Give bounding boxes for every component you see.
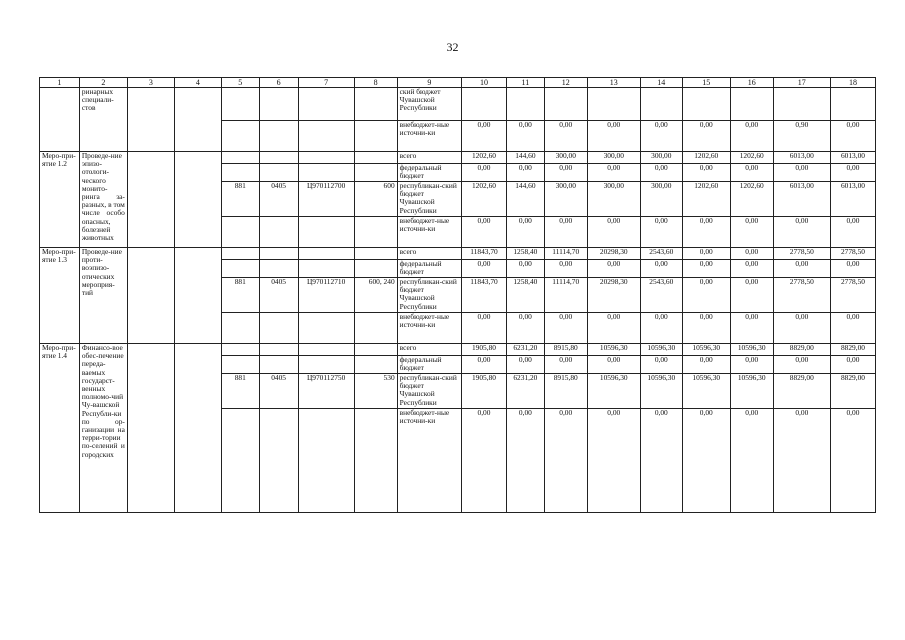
rzpr-cell xyxy=(259,217,298,248)
value-cell: 1258,40 xyxy=(506,248,544,260)
value-cell: 0,00 xyxy=(544,260,587,278)
value-cell: 0,00 xyxy=(506,164,544,182)
value-cell: 0,00 xyxy=(544,409,587,513)
value-cell: 10596,30 xyxy=(587,344,640,356)
funding-source-cell: всего xyxy=(397,248,461,260)
csr-cell xyxy=(298,217,354,248)
column-number: 15 xyxy=(682,78,730,88)
value-cell: 0,00 xyxy=(682,217,730,248)
value-cell: 1202,60 xyxy=(462,152,507,164)
funding-source-cell: внебюджет-ные источни-ки xyxy=(397,121,461,152)
value-cell: 11114,70 xyxy=(544,278,587,313)
column-number: 18 xyxy=(830,78,875,88)
grbs-cell xyxy=(221,248,259,260)
value-cell: 8829,00 xyxy=(830,374,875,409)
csr-cell xyxy=(298,248,354,260)
value-cell: 0,00 xyxy=(773,164,830,182)
value-cell: 2778,50 xyxy=(830,278,875,313)
value-cell: 2778,50 xyxy=(830,248,875,260)
funding-source-cell: республикан-ский бюджет Чувашской Республики xyxy=(397,278,461,313)
value-cell: 0,00 xyxy=(544,164,587,182)
value-cell: 8915,80 xyxy=(544,374,587,409)
csr-cell xyxy=(298,409,354,513)
value-cell: 0,00 xyxy=(462,164,507,182)
responsible-cell xyxy=(127,344,174,513)
value-cell: 11843,70 xyxy=(462,278,507,313)
column-number: 9 xyxy=(397,78,461,88)
vr-cell xyxy=(354,121,397,152)
value-cell xyxy=(544,88,587,121)
value-cell: 6013,00 xyxy=(830,182,875,217)
value-cell: 300,00 xyxy=(587,152,640,164)
value-cell: 0,00 xyxy=(830,121,875,152)
measure-id-cell: Меро-при-ятие 1.3 xyxy=(40,248,80,344)
rzpr-cell xyxy=(259,356,298,374)
value-cell: 0,00 xyxy=(506,260,544,278)
value-cell: 300,00 xyxy=(544,182,587,217)
measure-id-cell xyxy=(40,88,80,152)
csr-cell xyxy=(298,344,354,356)
measure-name-cell: Проведе-ние эпизо-отологи-ческого монито-ринга за-разных, в том числе особо опасных, болезней животных xyxy=(79,152,127,248)
column-number: 16 xyxy=(730,78,773,88)
value-cell: 10596,30 xyxy=(587,374,640,409)
value-cell: 0,00 xyxy=(462,217,507,248)
value-cell: 20298,30 xyxy=(587,248,640,260)
funding-source-cell: всего xyxy=(397,344,461,356)
value-cell: 0,00 xyxy=(730,248,773,260)
value-cell: 0,00 xyxy=(587,164,640,182)
funding-source-cell: внебюджет-ные источни-ки xyxy=(397,313,461,344)
vr-cell xyxy=(354,356,397,374)
value-cell: 0,00 xyxy=(682,313,730,344)
column-number: 8 xyxy=(354,78,397,88)
value-cell: 0,00 xyxy=(730,217,773,248)
column-number: 7 xyxy=(298,78,354,88)
value-cell: 0,00 xyxy=(682,260,730,278)
rzpr-cell: 0405 xyxy=(259,374,298,409)
vr-cell: 600 xyxy=(354,182,397,217)
value-cell xyxy=(506,88,544,121)
value-cell: 8829,00 xyxy=(773,344,830,356)
value-cell: 0,00 xyxy=(682,248,730,260)
value-cell xyxy=(587,88,640,121)
value-cell: 6231,20 xyxy=(506,344,544,356)
rzpr-cell: 0405 xyxy=(259,278,298,313)
measure-name-cell: Проведе-ние проти-воэпизо-отических мероприя-тий xyxy=(79,248,127,344)
value-cell: 2778,50 xyxy=(773,248,830,260)
csr-cell: Ц970112750 xyxy=(298,374,354,409)
grbs-cell xyxy=(221,260,259,278)
vr-cell xyxy=(354,88,397,121)
value-cell: 300,00 xyxy=(640,152,682,164)
column-number: 2 xyxy=(79,78,127,88)
value-cell: 1905,80 xyxy=(462,374,507,409)
value-cell: 0,00 xyxy=(640,356,682,374)
vr-cell xyxy=(354,260,397,278)
value-cell: 11843,70 xyxy=(462,248,507,260)
value-cell: 1258,40 xyxy=(506,278,544,313)
value-cell: 0,00 xyxy=(462,409,507,513)
value-cell: 0,00 xyxy=(544,313,587,344)
value-cell: 1905,80 xyxy=(462,344,507,356)
value-cell: 0,00 xyxy=(506,313,544,344)
csr-cell xyxy=(298,260,354,278)
value-cell: 0,00 xyxy=(773,356,830,374)
rzpr-cell xyxy=(259,152,298,164)
value-cell xyxy=(640,88,682,121)
value-cell: 0,00 xyxy=(730,356,773,374)
value-cell: 0,00 xyxy=(773,217,830,248)
csr-cell: Ц970112700 xyxy=(298,182,354,217)
value-cell: 1202,60 xyxy=(730,182,773,217)
column-number: 5 xyxy=(221,78,259,88)
funding-source-cell: федеральный бюджет xyxy=(397,164,461,182)
value-cell: 0,00 xyxy=(830,164,875,182)
value-cell: 0,00 xyxy=(462,313,507,344)
funding-source-cell: внебюджет-ные источни-ки xyxy=(397,217,461,248)
grbs-cell xyxy=(221,344,259,356)
responsible-cell xyxy=(127,152,174,248)
value-cell: 1202,60 xyxy=(730,152,773,164)
value-cell: 0,00 xyxy=(830,409,875,513)
value-cell: 0,00 xyxy=(682,121,730,152)
value-cell: 0,00 xyxy=(730,313,773,344)
rzpr-cell xyxy=(259,260,298,278)
value-cell: 0,00 xyxy=(640,164,682,182)
funding-source-cell: республикан-ский бюджет Чувашской Республики xyxy=(397,182,461,217)
value-cell: 0,00 xyxy=(462,260,507,278)
grbs-cell xyxy=(221,356,259,374)
column-number: 1 xyxy=(40,78,80,88)
funding-source-cell: федеральный бюджет xyxy=(397,260,461,278)
value-cell: 8915,80 xyxy=(544,344,587,356)
vr-cell xyxy=(354,217,397,248)
budget-table xyxy=(39,77,876,513)
value-cell: 6013,00 xyxy=(773,152,830,164)
value-cell: 11114,70 xyxy=(544,248,587,260)
goal-cell xyxy=(174,152,221,248)
value-cell: 0,00 xyxy=(773,409,830,513)
csr-cell xyxy=(298,164,354,182)
grbs-cell xyxy=(221,409,259,513)
value-cell: 0,00 xyxy=(640,409,682,513)
value-cell: 8829,00 xyxy=(773,374,830,409)
value-cell: 6013,00 xyxy=(830,152,875,164)
value-cell: 0,00 xyxy=(830,313,875,344)
table-row xyxy=(40,248,876,260)
rzpr-cell xyxy=(259,409,298,513)
value-cell: 0,00 xyxy=(730,260,773,278)
vr-cell xyxy=(354,164,397,182)
csr-cell xyxy=(298,121,354,152)
csr-cell: Ц970112710 xyxy=(298,278,354,313)
goal-cell xyxy=(174,88,221,152)
csr-cell xyxy=(298,356,354,374)
value-cell: 0,00 xyxy=(830,356,875,374)
value-cell: 10596,30 xyxy=(682,344,730,356)
goal-cell xyxy=(174,344,221,513)
value-cell: 0,00 xyxy=(730,278,773,313)
value-cell xyxy=(773,88,830,121)
column-number: 17 xyxy=(773,78,830,88)
column-number: 13 xyxy=(587,78,640,88)
csr-cell xyxy=(298,313,354,344)
column-number: 6 xyxy=(259,78,298,88)
value-cell: 2778,50 xyxy=(773,278,830,313)
table-row xyxy=(40,344,876,356)
value-cell: 0,00 xyxy=(682,164,730,182)
column-number-row xyxy=(40,78,876,88)
column-number: 3 xyxy=(127,78,174,88)
funding-source-cell: федеральный бюджет xyxy=(397,356,461,374)
vr-cell xyxy=(354,409,397,513)
funding-source-cell: ский бюджет Чувашской Республики xyxy=(397,88,461,121)
vr-cell: 530 xyxy=(354,374,397,409)
responsible-cell xyxy=(127,88,174,152)
value-cell: 0,00 xyxy=(462,121,507,152)
value-cell: 300,00 xyxy=(587,182,640,217)
value-cell: 144,60 xyxy=(506,182,544,217)
value-cell: 0,00 xyxy=(506,217,544,248)
measure-name-cell: Финансо-вое обес-печение переда-ваемых государст-венных полномо-чий Чу-вашской Республи-ки по ор-ганизации на терри-тории по-селений и городских xyxy=(79,344,127,513)
grbs-cell xyxy=(221,88,259,121)
value-cell: 0,90 xyxy=(773,121,830,152)
funding-source-cell: внебюджет-ные источни-ки xyxy=(397,409,461,513)
value-cell: 0,00 xyxy=(773,313,830,344)
value-cell: 20298,30 xyxy=(587,278,640,313)
grbs-cell xyxy=(221,121,259,152)
csr-cell xyxy=(298,152,354,164)
table-row xyxy=(40,152,876,164)
value-cell: 144,60 xyxy=(506,152,544,164)
csr-cell xyxy=(298,88,354,121)
rzpr-cell xyxy=(259,164,298,182)
value-cell: 1202,60 xyxy=(682,182,730,217)
rzpr-cell xyxy=(259,344,298,356)
value-cell: 10596,30 xyxy=(730,344,773,356)
funding-source-cell: республикан-ский бюджет Чувашской Республики xyxy=(397,374,461,409)
value-cell xyxy=(730,88,773,121)
grbs-cell xyxy=(221,152,259,164)
value-cell: 0,00 xyxy=(587,217,640,248)
page-number: 32 xyxy=(446,40,459,54)
vr-cell xyxy=(354,248,397,260)
value-cell: 10596,30 xyxy=(730,374,773,409)
value-cell: 0,00 xyxy=(544,217,587,248)
value-cell: 0,00 xyxy=(730,121,773,152)
value-cell: 0,00 xyxy=(506,409,544,513)
rzpr-cell xyxy=(259,121,298,152)
value-cell: 0,00 xyxy=(730,164,773,182)
value-cell: 0,00 xyxy=(462,356,507,374)
grbs-cell: 881 xyxy=(221,374,259,409)
value-cell: 300,00 xyxy=(544,152,587,164)
measure-id-cell: Меро-при-ятие 1.4 xyxy=(40,344,80,513)
funding-source-cell: всего xyxy=(397,152,461,164)
value-cell: 1202,60 xyxy=(462,182,507,217)
value-cell xyxy=(462,88,507,121)
value-cell: 0,00 xyxy=(506,121,544,152)
column-number: 12 xyxy=(544,78,587,88)
value-cell: 0,00 xyxy=(830,260,875,278)
value-cell: 10596,30 xyxy=(640,374,682,409)
column-number: 10 xyxy=(462,78,507,88)
value-cell: 0,00 xyxy=(830,217,875,248)
rzpr-cell xyxy=(259,248,298,260)
grbs-cell xyxy=(221,164,259,182)
vr-cell: 600, 240 xyxy=(354,278,397,313)
grbs-cell: 881 xyxy=(221,278,259,313)
value-cell: 8829,00 xyxy=(830,344,875,356)
value-cell: 0,00 xyxy=(587,260,640,278)
value-cell: 10596,30 xyxy=(640,344,682,356)
value-cell: 0,00 xyxy=(773,260,830,278)
value-cell xyxy=(682,88,730,121)
grbs-cell xyxy=(221,313,259,344)
value-cell: 0,00 xyxy=(640,313,682,344)
value-cell: 0,00 xyxy=(506,356,544,374)
measure-id-cell: Меро-при-ятие 1.2 xyxy=(40,152,80,248)
column-number: 14 xyxy=(640,78,682,88)
column-number: 4 xyxy=(174,78,221,88)
value-cell xyxy=(830,88,875,121)
value-cell: 0,00 xyxy=(730,409,773,513)
value-cell: 6013,00 xyxy=(773,182,830,217)
value-cell: 0,00 xyxy=(544,356,587,374)
grbs-cell: 881 xyxy=(221,182,259,217)
value-cell: 0,00 xyxy=(587,409,640,513)
value-cell: 0,00 xyxy=(587,313,640,344)
value-cell: 10596,30 xyxy=(682,374,730,409)
grbs-cell xyxy=(221,217,259,248)
value-cell: 2543,60 xyxy=(640,278,682,313)
value-cell: 0,00 xyxy=(544,121,587,152)
rzpr-cell xyxy=(259,88,298,121)
responsible-cell xyxy=(127,248,174,344)
value-cell: 0,00 xyxy=(640,217,682,248)
goal-cell xyxy=(174,248,221,344)
table-row xyxy=(40,88,876,121)
value-cell: 0,00 xyxy=(682,356,730,374)
value-cell: 300,00 xyxy=(640,182,682,217)
value-cell: 0,00 xyxy=(587,356,640,374)
value-cell: 0,00 xyxy=(587,121,640,152)
rzpr-cell xyxy=(259,313,298,344)
value-cell: 0,00 xyxy=(682,278,730,313)
value-cell: 2543,60 xyxy=(640,248,682,260)
vr-cell xyxy=(354,152,397,164)
value-cell: 0,00 xyxy=(640,260,682,278)
value-cell: 6231,20 xyxy=(506,374,544,409)
vr-cell xyxy=(354,344,397,356)
value-cell: 0,00 xyxy=(682,409,730,513)
value-cell: 1202,60 xyxy=(682,152,730,164)
column-number: 11 xyxy=(506,78,544,88)
value-cell: 0,00 xyxy=(640,121,682,152)
vr-cell xyxy=(354,313,397,344)
rzpr-cell: 0405 xyxy=(259,182,298,217)
measure-name-cell: ринарных специали-стов xyxy=(79,88,127,152)
